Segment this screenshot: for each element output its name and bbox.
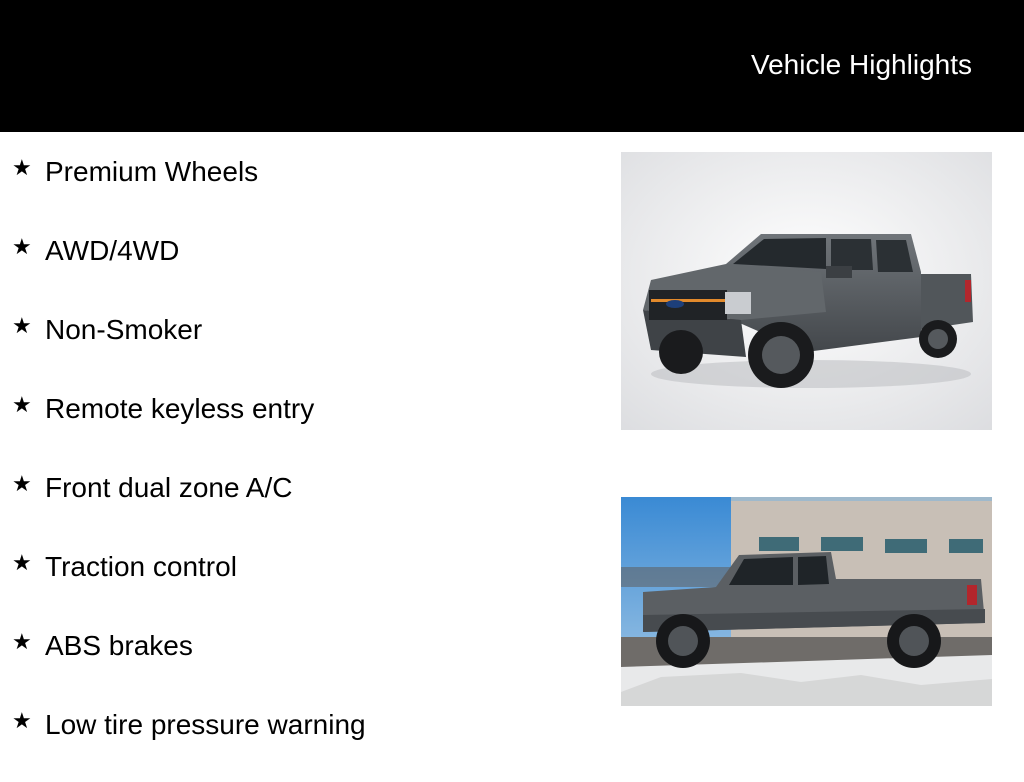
list-item: [12, 703, 366, 782]
highlights-list: [12, 150, 366, 782]
star-icon: ★: [12, 708, 32, 733]
star-icon: ★: [12, 313, 32, 338]
list-item: [12, 308, 366, 387]
list-item: [12, 545, 366, 624]
list-item: [12, 466, 366, 545]
highlight-label: Remote keyless entry: [45, 393, 315, 424]
star-icon: ★: [12, 234, 32, 259]
star-icon: ★: [12, 550, 32, 575]
highlight-label: Premium Wheels: [45, 156, 259, 187]
highlight-label: Low tire pressure warning: [45, 709, 366, 740]
highlight-label: Traction control: [45, 551, 237, 582]
list-item: [12, 387, 366, 466]
page-title: Vehicle Highlights: [750, 49, 972, 80]
star-icon: ★: [12, 392, 32, 417]
star-icon: ★: [12, 629, 32, 654]
vehicle-photo-front: [621, 152, 992, 430]
header-bar: [0, 0, 1024, 132]
star-icon: ★: [12, 155, 32, 180]
highlight-label: AWD/4WD: [45, 235, 180, 266]
highlight-label: ABS brakes: [45, 630, 193, 661]
list-item: [12, 229, 366, 308]
list-item: [12, 150, 366, 229]
list-item: [12, 624, 366, 703]
star-icon: ★: [12, 471, 32, 496]
highlight-label: Front dual zone A/C: [45, 472, 293, 503]
highlight-label: Non-Smoker: [45, 314, 203, 345]
vehicle-photo-side: [621, 497, 992, 706]
